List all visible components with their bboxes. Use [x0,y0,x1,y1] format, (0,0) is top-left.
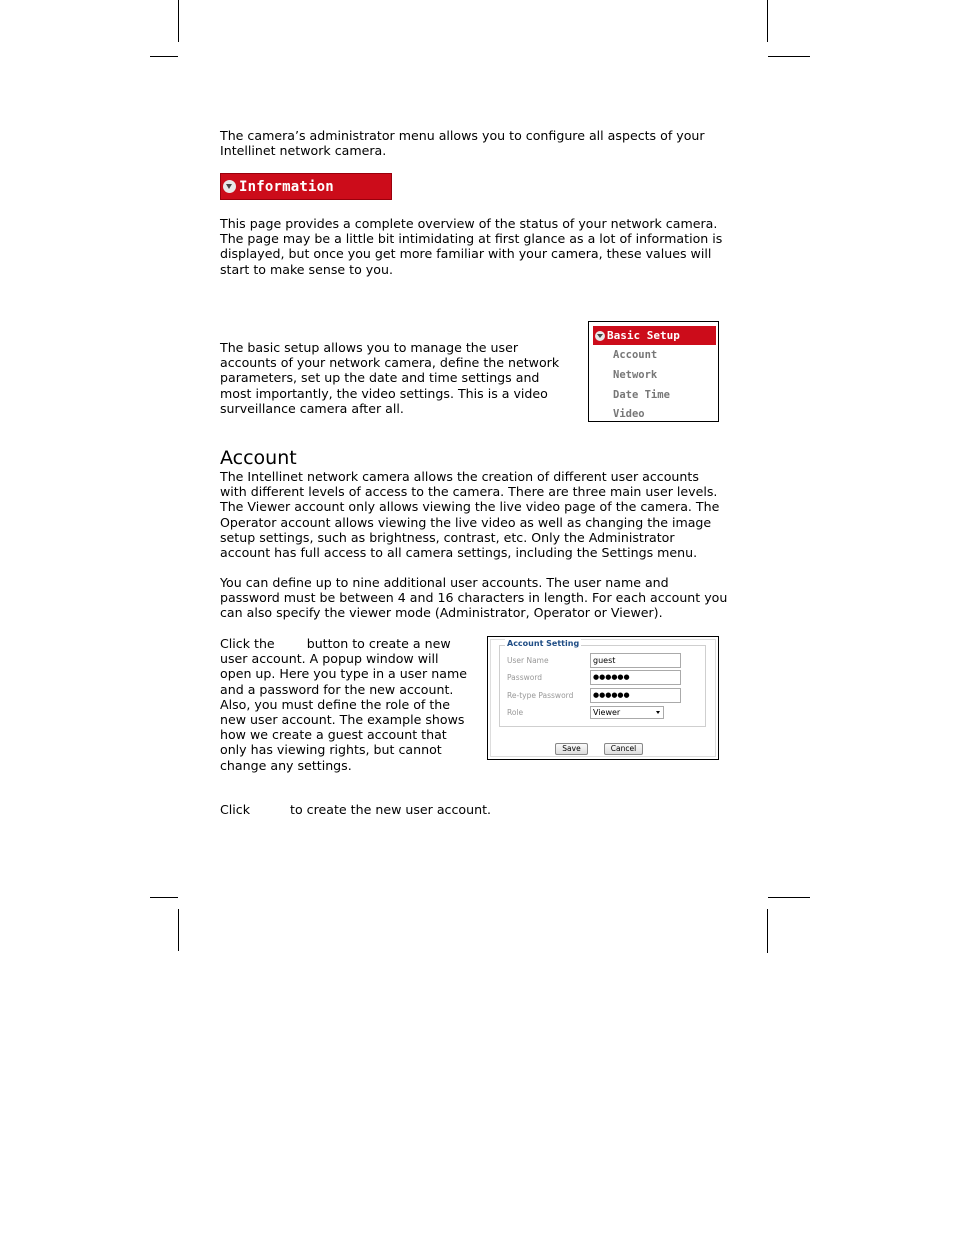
cancel-button[interactable]: Cancel [604,743,643,755]
save-button[interactable]: Save [555,743,588,755]
crop-mark [768,56,810,57]
crop-mark [150,56,178,57]
account-paragraph-3: Click the button to create a new user account. A popup window will open up. Here you type in a user name and a password for the new account. Also, you must define the role of the new user account. The example shows how we create a guest account that only has viewing rights, but cannot change any settings. [220,636,471,773]
chevron-down-icon [595,331,605,341]
information-paragraph: This page provides a complete overview of the status of your network camera. The page may be a little bit intimidating at first glance as a lot of information is displayed, but once you get more familiar with your camera, these values will start to make sense to you. [220,216,723,277]
basic-setup-menu-header[interactable]: Basic Setup [593,326,716,345]
crop-mark [767,0,768,42]
crop-mark [768,897,810,898]
account-heading: Account [220,447,297,469]
password-label: Password [507,673,543,682]
account-paragraph-2: You can define up to nine additional user accounts. The user name and password must be between 4 and 16 characters in length. For each account you can also specify the viewer mode (Administrator, Operator or Viewer). [220,575,728,621]
account-setting-dialog [487,636,719,760]
basic-setup-paragraph: The basic setup allows you to manage the user accounts of your network camera, define the network parameters, set up the date and time settings and most importantly, the video settings. This is a video surveillance camera after all. [220,340,560,416]
final-paragraph: Click to create the new user account. [220,802,492,817]
information-banner [220,173,392,200]
intro-paragraph: The camera’s administrator menu allows you to configure all aspects of your Intellinet network camera. [220,128,705,159]
user-name-input[interactable]: guest [590,653,681,668]
retype-password-label: Re-type Password [507,691,574,700]
role-label: Role [507,708,524,717]
account-paragraph-1: The Intellinet network camera allows the creation of different user accounts with different levels of access to the camera. There are three main user levels. The Viewer account only allows viewing the live video page of the camera. The Operator account allows viewing the live video as well as changing the image setup settings, such as brightness, contrast, etc. Only the Administrator account has full access to all camera settings, including the Settings menu. [220,469,720,561]
menu-item-network[interactable]: Network [613,369,658,381]
role-select-value: Viewer [593,708,621,717]
crop-mark [150,897,178,898]
chevron-down-icon [656,711,660,714]
role-select[interactable] [590,706,664,719]
retype-password-input[interactable]: ●●●●●● [590,688,681,703]
information-banner-label: Information [239,178,334,195]
menu-item-account[interactable]: Account [613,349,658,361]
account-setting-legend: Account Setting [507,639,580,648]
password-input[interactable]: ●●●●●● [590,670,681,685]
menu-item-date-time[interactable]: Date Time [613,389,670,401]
chevron-down-icon [223,180,236,193]
user-name-label: User Name [507,656,549,665]
crop-mark [767,909,768,953]
basic-setup-menu [588,321,719,422]
crop-mark [178,0,179,42]
menu-item-video[interactable]: Video [613,408,645,420]
crop-mark [178,909,179,951]
